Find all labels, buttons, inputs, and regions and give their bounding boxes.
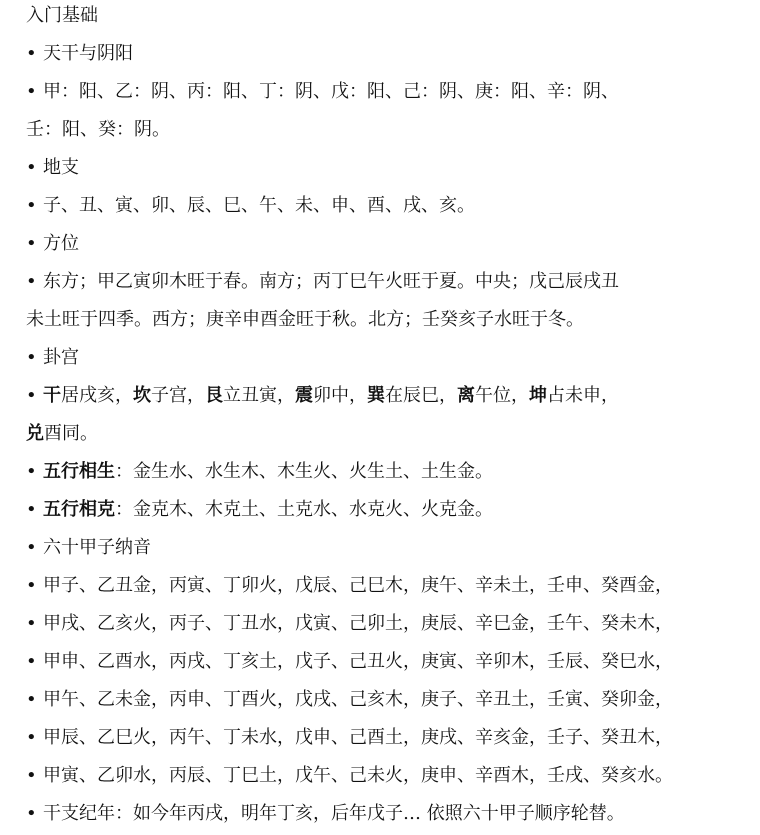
guagong-line-2: 兑酉同。 <box>26 423 98 444</box>
guagong-line-1: • 干居戌亥，坎子宫，艮立丑寅，震卯中，巽在辰巳，离午位，坤占未申， <box>26 385 619 406</box>
ganzhi-jinian-line: • 干支纪年：如今年丙戌，明年丁亥，后年戊子… 依照六十甲子顺序轮替。 <box>26 803 625 824</box>
fangwei-line-2: 未土旺于四季。西方；庚辛申酉金旺于秋。北方；壬癸亥子水旺于冬。 <box>26 309 584 330</box>
trigram-li: 离 <box>457 385 475 406</box>
bullet: • <box>26 803 37 824</box>
xiangsheng-label: 五行相生 <box>43 461 115 482</box>
bullet: • <box>26 689 37 710</box>
trigram-gen: 艮 <box>205 385 223 406</box>
section-heading-nayin: • 六十甲子纳音 <box>26 537 151 558</box>
tiangan-line-2: 壬：阳、癸：阴。 <box>26 119 170 140</box>
trigram-xun: 巽 <box>367 385 385 406</box>
nayin-row: • 甲申、乙酉水，丙戌、丁亥土，戊子、己丑火，庚寅、辛卯木，壬辰、癸巳水， <box>26 651 673 672</box>
trigram-dui: 兑 <box>26 423 44 444</box>
section-heading-fangwei: • 方位 <box>26 233 79 254</box>
nayin-row: • 甲戌、乙亥火，丙子、丁丑水，戊寅、己卯土，庚辰、辛巳金，壬午、癸未木， <box>26 613 673 634</box>
dizhi-line: • 子、丑、寅、卯、辰、巳、午、未、申、酉、戌、亥。 <box>26 195 475 216</box>
bullet: • <box>26 347 37 368</box>
trigram-qian: 干 <box>43 385 61 406</box>
trigram-kun: 坤 <box>529 385 547 406</box>
wuxing-xiangke: • 五行相克：金克木、木克土、土克水、水克火、火克金。 <box>26 499 493 520</box>
nayin-row: • 甲辰、乙巳火，丙午、丁未水，戊申、己酉土，庚戌、辛亥金，壬子、癸丑木， <box>26 727 673 748</box>
bullet: • <box>26 575 37 596</box>
bullet: • <box>26 195 37 216</box>
bullet: • <box>26 651 37 672</box>
bullet: • <box>26 613 37 634</box>
fangwei-line-1: • 东方；甲乙寅卯木旺于春。南方；丙丁巳午火旺于夏。中央；戊己辰戌丑 <box>26 271 619 292</box>
section-heading-dizhi: • 地支 <box>26 157 79 178</box>
trigram-zhen: 震 <box>295 385 313 406</box>
section-heading-guagong: • 卦宫 <box>26 347 79 368</box>
bullet: • <box>26 499 37 520</box>
tiangan-line-1: • 甲：阳、乙：阴、丙：阳、丁：阴、戊：阳、己：阴、庚：阳、辛：阴、 <box>26 81 619 102</box>
xiangke-label: 五行相克 <box>43 499 115 520</box>
section-heading-tiangan: • 天干与阴阳 <box>26 43 133 64</box>
page-title: 入门基础 <box>26 5 98 26</box>
bullet: • <box>26 537 37 558</box>
bullet: • <box>26 385 37 406</box>
bullet: • <box>26 765 37 786</box>
nayin-row: • 甲子、乙丑金，丙寅、丁卯火，戊辰、己巳木，庚午、辛未土，壬申、癸酉金， <box>26 575 673 596</box>
bullet: • <box>26 81 37 102</box>
bullet: • <box>26 727 37 748</box>
bullet: • <box>26 43 37 64</box>
trigram-kan: 坎 <box>133 385 151 406</box>
nayin-row: • 甲午、乙未金，丙申、丁酉火，戊戌、己亥木，庚子、辛丑土，壬寅、癸卯金， <box>26 689 673 710</box>
bullet: • <box>26 461 37 482</box>
bullet: • <box>26 157 37 178</box>
nayin-row: • 甲寅、乙卯水，丙辰、丁巳土，戊午、己未火，庚申、辛酉木，壬戌、癸亥水。 <box>26 765 673 786</box>
bullet: • <box>26 233 37 254</box>
wuxing-xiangsheng: • 五行相生：金生水、水生木、木生火、火生土、土生金。 <box>26 461 493 482</box>
bullet: • <box>26 271 37 292</box>
